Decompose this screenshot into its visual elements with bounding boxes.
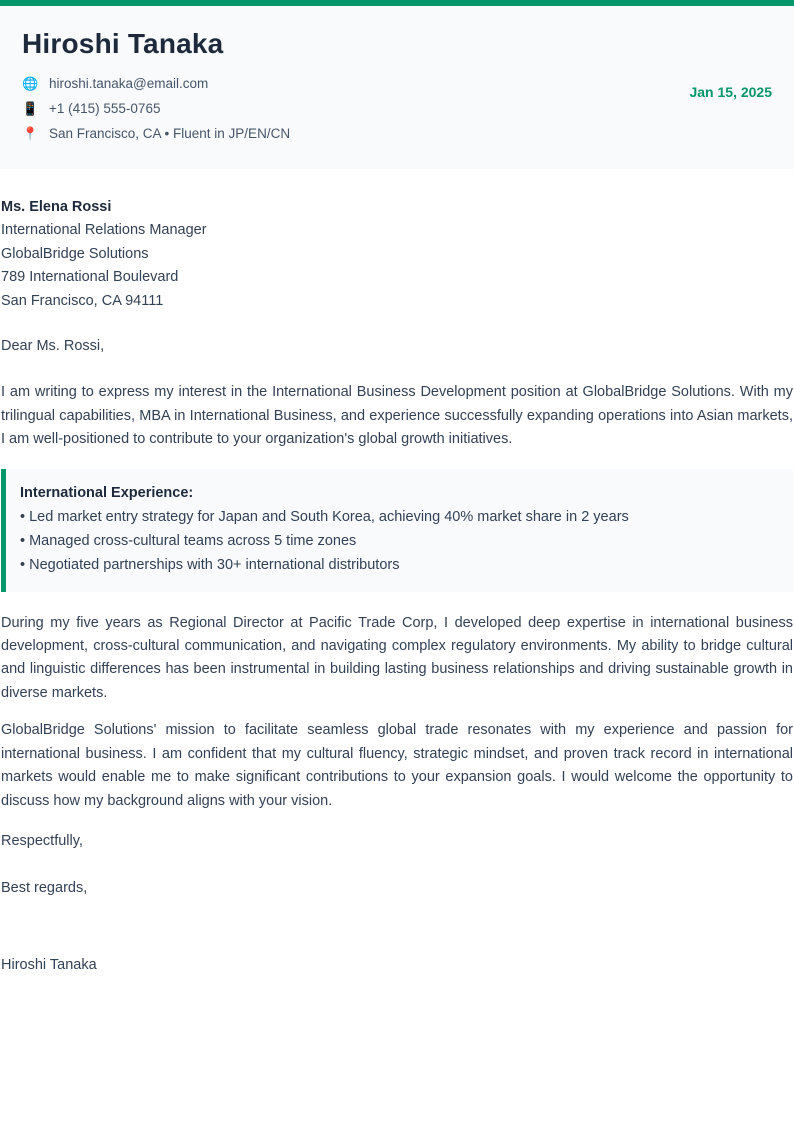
recipient-block (1, 196, 793, 313)
email-text: hiroshi.tanaka@email.com (49, 76, 209, 91)
paragraph-intro: I am writing to express my interest in the International Business Development position at GlobalBridge Solutions. With my trilingual capabilities, MBA in International Business, and experience successfully expanding operations into Asian markets, I am well-positioned to contribute to your organization's global growth initiatives. (1, 384, 793, 448)
highlight-bullet: • Led market entry strategy for Japan and South Korea, achieving 40% market share in 2 years (20, 508, 629, 525)
paragraph-mission: GlobalBridge Solutions' mission to facilitate seamless global trade resonates with my experience and passion for international business. I am confident that my cultural fluency, strategic mindset, and proven track record in international markets would enable me to make significant contributions to your expansion goals. I would welcome the opportunity to discuss how my background aligns with your vision. (1, 722, 793, 809)
recipient-name: Ms. Elena Rossi (1, 199, 112, 215)
contact-row-email (22, 76, 689, 91)
highlight-bullet: • Managed cross-cultural teams across 5 time zones (20, 532, 357, 549)
letter-body (0, 169, 794, 977)
paragraph-experience: During my five years as Regional Director at Pacific Trade Corp, I developed deep expertise in international business development, cross-cultural communication, and navigating complex regulatory environments. My ability to bridge cultural and linguistic differences has been instrumental in building lasting business relationships and driving sustainable growth in diverse markets. (1, 614, 793, 701)
letter-date: Jan 15, 2025 (689, 84, 772, 100)
phone-icon: 📱 (22, 101, 39, 116)
signature-name: Hiroshi Tanaka (1, 956, 97, 973)
highlight-title: International Experience: (20, 484, 194, 501)
globe-icon: 🌐 (22, 76, 39, 91)
contact-row-phone (22, 101, 689, 116)
closing-respectfully: Respectfully, (1, 832, 83, 849)
highlight-bullet: • Negotiated partnerships with 30+ international distributors (20, 556, 400, 573)
letter-header (0, 6, 794, 169)
recipient-company: GlobalBridge Solutions (1, 245, 149, 262)
contact-row-location (22, 126, 689, 141)
header-identity (22, 28, 689, 141)
location-text: San Francisco, CA • Fluent in JP/EN/CN (49, 126, 291, 141)
location-pin-icon: 📍 (22, 126, 39, 141)
salutation: Dear Ms. Rossi, (1, 338, 105, 355)
candidate-name: Hiroshi Tanaka (22, 28, 224, 59)
highlight-box (1, 469, 793, 592)
closing-best-regards: Best regards, (1, 880, 88, 897)
recipient-title: International Relations Manager (1, 222, 207, 239)
phone-text: +1 (415) 555-0765 (49, 101, 161, 116)
recipient-city: San Francisco, CA 94111 (1, 292, 164, 309)
recipient-street: 789 International Boulevard (1, 269, 179, 286)
